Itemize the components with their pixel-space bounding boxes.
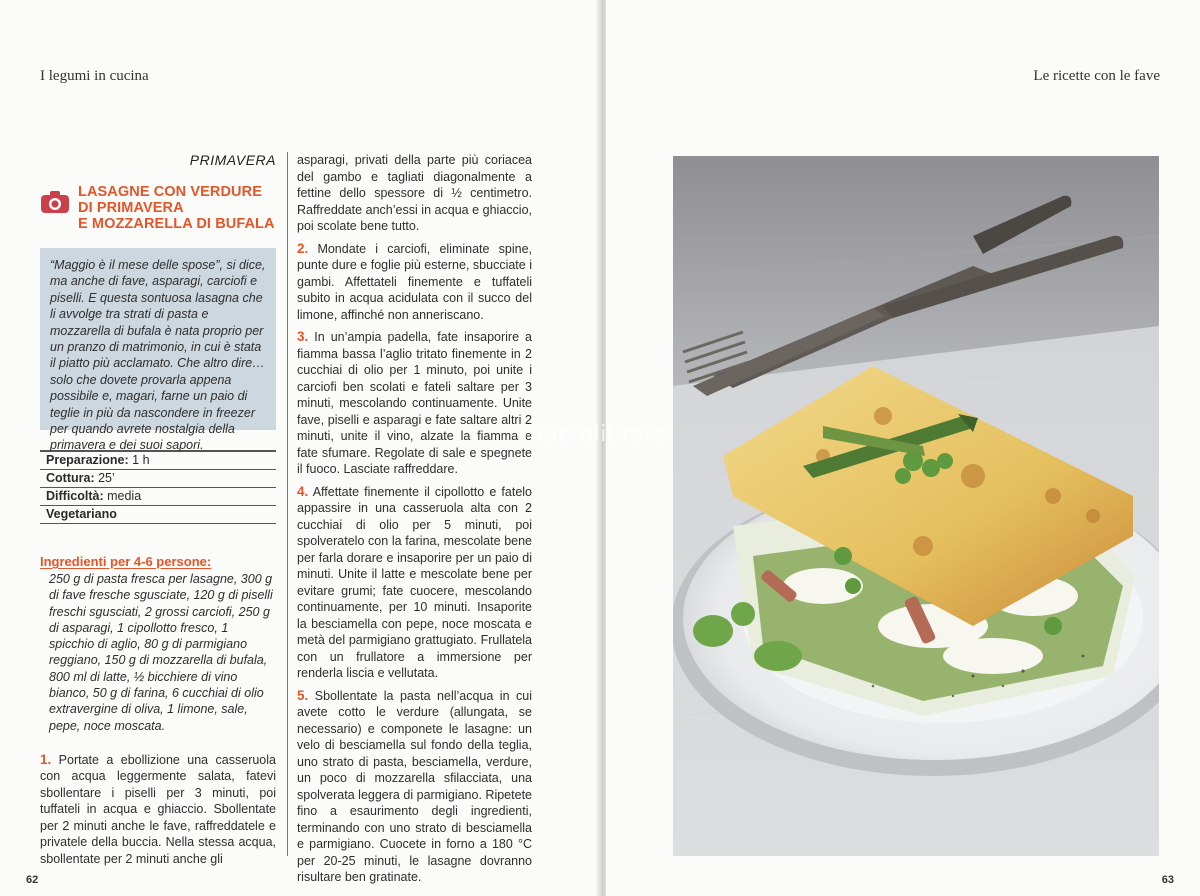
column-divider [287,152,288,856]
lasagne-photo [673,156,1159,856]
step-5 [297,688,532,886]
ingredients-heading: Ingredienti per 4-6 persone: [40,554,212,569]
step-1-continued: asparagi, privati della parte più coriacea del gambo e tagliati diagonalmente a fettine dello spessore di ½ centimetro. Raffreddate anch’essi in acqua e ghiaccio, poi scolate bene tutto. [297,153,532,233]
step-1 [40,752,276,868]
step-4 [297,484,532,682]
step-2 [297,241,532,324]
fact-vegetarian [40,506,276,524]
page-number-left: 62 [26,874,39,886]
step-text: Affettate finemente il cipollotto e fatelo appassire in una casseruola alta con 2 cucchiai di olio per 5 minuti, poi spolveratelo con la farina, mescolate bene per farla dorare e insaporire per un paio di minuti. Unite il latte e mescolate bene per evitare grumi; fate cuocere, mescolando continuamente, per 10 minuti. Insaporite la besciamella con pepe, noce moscata e metà del parmigiano grattugiato. Frullatela con un frullatore a immersione per renderla liscia e vellutata. [297,484,532,680]
step-3 [297,329,532,478]
step-number: 4. [297,483,309,499]
right-page [606,0,1200,896]
step-text: Mondate i carciofi, eliminate spine, punte dure e foglie più esterne, sbucciate i gambi. Affettateli finemente e tuffateli subito in acqua acidulata con il succo del limone, affinché non anneriscano. [297,241,532,322]
intro-box: “Maggio è il mese delle spose”, si dice, ma anche di fave, asparagi, carciofi e piselli. E questa sontuosa lasagna che li avvolge tra strati di pasta e mozzarella di bufala è nata proprio per un pranzo di matrimonio, in cui è stata il piatto più acclamato. Che altro dire… solo che dovete provarla appena possibile e, magari, farne un paio di teglie in più da nascondere in freezer per quando avrete nostalgia della primavera e dei suoi sapori. [40,248,276,430]
right-column [297,152,532,886]
step-text: In un’ampia padella, fate insaporire a fiamma bassa l’aglio tritato finemente in 2 cucchiai di olio per 1 minuto, poi unite i carciofi ben scolati e fateli saltare per 3 minuti, mescolando continuamente. Unite fave, piselli e asparagi e fate saltare altri 2 minuti, unite il vino, alzate la fiamma e fate sfumare. Regolate di sale e spegnete il fuoco. Lasciate raffreddare. [297,330,532,476]
ingredients-list: 250 g di pasta fresca per lasagne, 300 g di fave fresche sgusciate, 120 g di piselli freschi sgusciati, 2 grossi carciofi, 250 g di asparagi, 1 cipollotto fresco, 1 spicchio di aglio, 80 g di parmigiano reggiano, 150 g di mozzarella di bufala, 800 ml di latte, ½ bicchiere di vino bianco, 50 g di farina, 6 cucchiai di olio extravergine di oliva, 1 limone, sale, pepe, noce moscata. [49,572,273,733]
step-text: Sbollentate la pasta nell’acqua in cui avete cotto le verdure (allungata, se necessario) e componete le lasagne: un velo di besciamella sul fondo della teglia, uno strato di pasta, besciamella, verdure, un poco di mozzarella sfilacciata, una spolverata leggera di parmigiano. Ripetete fino a esaurimento degli ingredienti, terminando con uno strato di besciamella e parmigiano. Cuocete in forno a 180 °C per 20-25 minuti, le lasagne dovranno risultare ben gratinate. [297,688,532,884]
fact-difficulty [40,488,276,506]
page-number-right: 63 [1161,874,1174,886]
fact-cooking [40,470,276,488]
fact-value: 1 h [128,453,150,467]
step-number: 1. [40,751,52,767]
fact-value: 25’ [94,471,115,485]
step-text: Portate a ebollizione una casseruola con acqua leggermente salata, fatevi sbollentare i piselli per 3 minuti, poi tuffateli in acqua e ghiaccio. Sbollentate per 2 minuti anche le fave, raffreddatele e privatele della buccia. Nella stessa acqua, sbollentate per 2 minuti anche gli [40,752,276,866]
camera-icon [40,190,70,214]
recipe-facts [40,450,276,524]
running-head-right: Le ricette con le fave [1033,68,1160,84]
fact-label: Vegetariano [46,507,117,521]
fact-label: Preparazione: [46,453,129,467]
recipe-title: LASAGNE CON VERDURE DI PRIMAVERA E MOZZARELLA DI BUFALA [78,184,275,232]
step-number: 3. [297,329,309,344]
watermark: macrolibrarsi [522,422,673,447]
step-number: 2. [297,240,309,256]
left-column [40,152,276,867]
fact-label: Cottura: [46,471,95,485]
step-number: 5. [297,687,309,703]
fact-label: Difficoltà: [46,489,104,503]
season-label: PRIMAVERA [189,152,276,168]
fact-value: media [103,489,142,503]
recipe-header [40,184,276,240]
running-head-left: I legumi in cucina [40,68,149,84]
fact-preparation [40,452,276,470]
lasagne-illustration [673,156,1159,856]
